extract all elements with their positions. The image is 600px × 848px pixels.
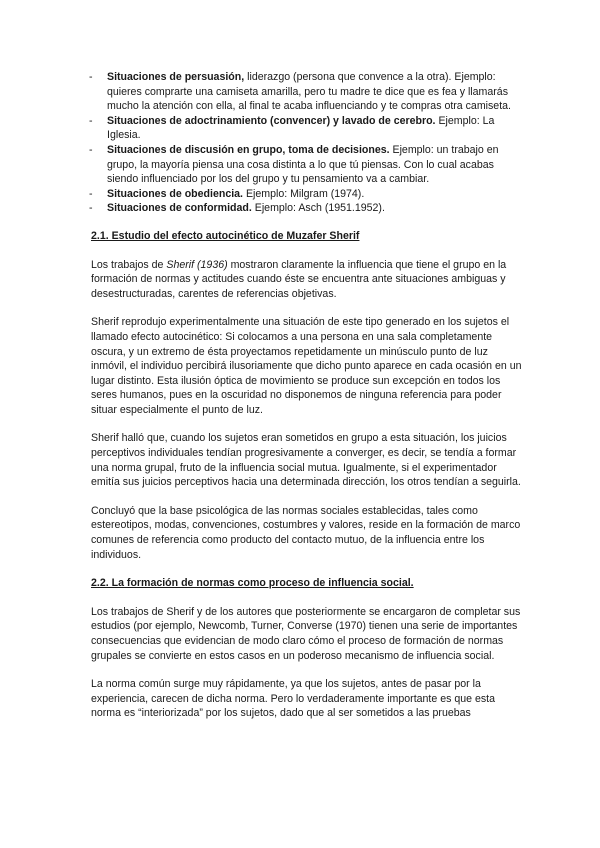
paragraph-text: Los trabajos de bbox=[91, 258, 167, 271]
paragraph-autokinetic-effect: Sherif reprodujo experimentalmente una situación de este tipo generado en los sujetos el llamado efecto autocinético: Si colocamos a una persona en una sala completamente oscura, y un extremo de ésta proyectamos repetidamente un minúsculo punto de luz inmóvil, el individuo percibirá ilusoriamente que dicho punto aparece en cada ocasión en un lugar distinto. Esta ilusión óptica de movimiento se produce sun excepción en todos los seres humanos, pues en la oscuridad no disponemos de ninguna referencia para poder situar especialmente el punto de luz. bbox=[91, 316, 522, 416]
citation-italic: Sherif (1936) bbox=[166, 258, 228, 271]
bullet-dash: - bbox=[89, 71, 93, 83]
list-item-title: Situaciones de conformidad. bbox=[107, 202, 252, 215]
list-item bbox=[91, 114, 522, 143]
paragraph-common-norm: La norma común surge muy rápidamente, ya que los sujetos, antes de pasar por la experiencia, carecen de dicha norma. Pero lo verdaderamente importante es que esta norma es “interiorizada” por los sujetos, dado que al ser sometidos a las pruebas bbox=[91, 678, 495, 720]
bullet-dash: - bbox=[89, 187, 93, 200]
bullet-dash: - bbox=[89, 202, 93, 215]
list-item-title: Situaciones de discusión en grupo, toma de decisiones. bbox=[107, 143, 390, 156]
section-heading-2-1: 2.1. Estudio del efecto autocinético de Muzafer Sherif bbox=[91, 229, 360, 242]
paragraph-later-studies: Los trabajos de Sherif y de los autores que posteriormente se encargaron de completar sus estudios (por ejemplo, Newcomb, Turner, Converse (1970) tienen una serie de importantes consecuencias que evidencian de modo claro cómo el proceso de formación de normas grupales se convierte en estos casos en un poderoso mecanismo de influencia social. bbox=[91, 605, 521, 662]
list-item-title: Situaciones de obediencia. bbox=[107, 187, 243, 200]
bullet-dash: - bbox=[89, 143, 93, 156]
list-item bbox=[91, 70, 522, 114]
paragraph-group-convergence: Sherif halló que, cuando los sujetos eran sometidos en grupo a esta situación, los juicios perceptivos individuales tendían progresivamente a converger, es decir, se tendía a formar una norma grupal, fruto de la influencia social mutua. Igualmente, si el experimentador emitía sus juicios perceptivos hacia una determinada dirección, los otros tendían a seguirla. bbox=[91, 432, 521, 489]
paragraph-text: mostraron claramente la influencia que tiene el grupo en la formación de normas y actitudes cuando éste se encuentra ante situaciones ambiguas y desestructuradas, carentes de referencias objetivas. bbox=[91, 258, 507, 300]
list-item bbox=[91, 143, 522, 187]
bullet-dash: - bbox=[89, 114, 93, 127]
paragraph-conclusion: Concluyó que la base psicológica de las normas sociales establecidas, tales como estereotipos, modas, convenciones, costumbres y valores, reside en la formación de marco comunes de referencia como producto del contacto mutuo, de la influencia entre los individuos. bbox=[91, 504, 521, 561]
list-item-text: liderazgo (persona que convence a la otra). Ejemplo: quieres comprarte una camiseta amarilla, pero tu madre te dice que es fea y llamarás mucho la atención con ella, al final te acaba influenciando y te compras otra camiseta. bbox=[107, 71, 511, 113]
section-heading-2-2: 2.2. La formación de normas como proceso de influencia social. bbox=[91, 577, 414, 590]
situations-list bbox=[91, 70, 522, 216]
list-item-title: Situaciones de persuasión, bbox=[107, 71, 245, 83]
list-item-text: Ejemplo: La Iglesia. bbox=[107, 114, 495, 142]
list-item bbox=[91, 201, 522, 216]
list-item-text: Ejemplo: Milgram (1974). bbox=[243, 187, 365, 200]
list-item-text: Ejemplo: un trabajo en grupo, la mayoría piensa una cosa distinta a lo que tú piensas. Con lo cual acabas siendo influenciado por los del grupo y tu pensamiento va a cambiar. bbox=[107, 143, 499, 186]
list-item bbox=[91, 187, 522, 202]
list-item-text: Ejemplo: Asch (1951.1952). bbox=[251, 202, 385, 215]
list-item-title: Situaciones de adoctrinamiento (convencer) y lavado de cerebro. bbox=[107, 114, 436, 127]
paragraph-sherif-1936 bbox=[91, 258, 522, 302]
